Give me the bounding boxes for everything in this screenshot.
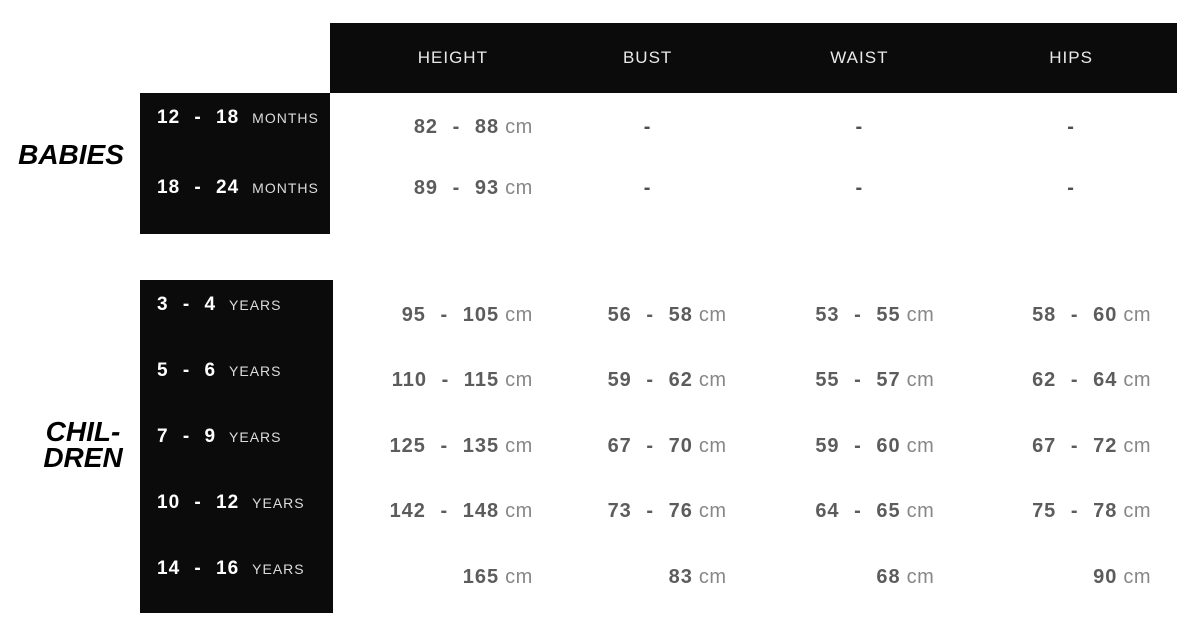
measure-value: 83 bbox=[668, 565, 693, 588]
cell-bust bbox=[542, 566, 754, 589]
cell-height bbox=[330, 304, 542, 327]
cell-hips bbox=[965, 116, 1177, 139]
measure-value: 82 - 88 bbox=[413, 115, 500, 138]
age-unit: YEARS bbox=[229, 363, 282, 379]
cell-hips bbox=[965, 566, 1177, 589]
measure-value: - bbox=[855, 115, 864, 138]
measure-unit: cm bbox=[906, 499, 935, 522]
cell-height bbox=[330, 177, 542, 200]
children-data-row-2 bbox=[330, 365, 1177, 395]
age-range: 10 - 12 bbox=[157, 492, 240, 513]
babies-age-block bbox=[140, 93, 330, 234]
measure-unit: cm bbox=[906, 565, 935, 588]
measure-value: 165 bbox=[462, 565, 500, 588]
children-age-row-2 bbox=[157, 356, 329, 386]
babies-data-row-1 bbox=[330, 112, 1177, 142]
children-data-row-5 bbox=[330, 562, 1177, 592]
column-header-height: HEIGHT bbox=[417, 48, 488, 67]
cell-bust bbox=[542, 369, 754, 392]
children-age-row-1 bbox=[157, 290, 329, 320]
measure-unit: cm bbox=[906, 303, 935, 326]
children-data-row-4 bbox=[330, 496, 1177, 526]
measure-unit: cm bbox=[505, 499, 533, 522]
age-unit: YEARS bbox=[229, 297, 282, 313]
cell-height bbox=[330, 369, 542, 392]
cell-bust bbox=[542, 177, 754, 200]
measure-value: 56 - 58 bbox=[607, 303, 693, 326]
age-range: 5 - 6 bbox=[157, 360, 217, 381]
children-group-label-line2: DREN bbox=[43, 442, 123, 473]
children-data-row-1 bbox=[330, 300, 1177, 330]
measure-value: - bbox=[1067, 176, 1075, 199]
measure-value: 75 - 78 bbox=[1032, 499, 1118, 522]
children-age-row-3 bbox=[157, 422, 329, 452]
measure-unit: cm bbox=[698, 565, 727, 588]
measure-unit: cm bbox=[505, 115, 533, 138]
measure-unit: cm bbox=[1123, 368, 1151, 391]
measure-unit: cm bbox=[505, 368, 533, 391]
children-age-block bbox=[140, 280, 333, 613]
age-unit: MONTHS bbox=[252, 180, 319, 196]
cell-height bbox=[330, 116, 542, 139]
cell-height bbox=[330, 566, 542, 589]
children-group-label bbox=[20, 416, 146, 473]
age-range: 12 - 18 bbox=[157, 107, 240, 128]
measure-unit: cm bbox=[1123, 303, 1151, 326]
measure-value: 53 - 55 bbox=[815, 303, 901, 326]
measure-value: 90 bbox=[1093, 565, 1118, 588]
measure-unit: cm bbox=[1123, 499, 1151, 522]
babies-age-row-2 bbox=[157, 173, 326, 203]
cell-hips bbox=[965, 369, 1177, 392]
measure-value: - bbox=[643, 115, 652, 138]
measure-unit: cm bbox=[505, 565, 533, 588]
measure-value: 110 - 115 bbox=[391, 368, 500, 391]
measure-value: 125 - 135 bbox=[389, 434, 500, 457]
table-header bbox=[330, 23, 1177, 93]
measure-value: 67 - 72 bbox=[1032, 434, 1118, 457]
age-range: 14 - 16 bbox=[157, 558, 240, 579]
measure-value: 89 - 93 bbox=[413, 176, 500, 199]
measure-value: - bbox=[1067, 115, 1075, 138]
children-age-row-4 bbox=[157, 488, 329, 518]
measure-unit: cm bbox=[906, 434, 935, 457]
children-data-row-3 bbox=[330, 431, 1177, 461]
measure-unit: cm bbox=[505, 176, 533, 199]
measure-unit: cm bbox=[698, 434, 727, 457]
cell-height bbox=[330, 435, 542, 458]
measure-unit: cm bbox=[698, 368, 727, 391]
cell-hips bbox=[965, 435, 1177, 458]
column-header-hips: HIPS bbox=[1049, 48, 1093, 67]
measure-value: 59 - 60 bbox=[815, 434, 901, 457]
cell-height bbox=[330, 500, 542, 523]
measure-value: 67 - 70 bbox=[607, 434, 693, 457]
babies-data-row-2 bbox=[330, 173, 1177, 203]
cell-hips bbox=[965, 177, 1177, 200]
measure-unit: cm bbox=[698, 499, 727, 522]
babies-group-label: BABIES bbox=[18, 139, 124, 170]
cell-bust bbox=[542, 304, 754, 327]
cell-bust bbox=[542, 116, 754, 139]
cell-waist bbox=[754, 304, 966, 327]
age-range: 3 - 4 bbox=[157, 294, 217, 315]
cell-waist bbox=[754, 369, 966, 392]
measure-unit: cm bbox=[698, 303, 727, 326]
age-range: 7 - 9 bbox=[157, 426, 217, 447]
cell-hips bbox=[965, 500, 1177, 523]
cell-waist bbox=[754, 116, 966, 139]
age-range: 18 - 24 bbox=[157, 177, 240, 198]
age-unit: YEARS bbox=[252, 561, 305, 577]
measure-value: 68 bbox=[876, 565, 901, 588]
column-header-bust: BUST bbox=[622, 48, 673, 67]
measure-value: 142 - 148 bbox=[389, 499, 500, 522]
measure-unit: cm bbox=[505, 303, 533, 326]
measure-value: 58 - 60 bbox=[1032, 303, 1118, 326]
measure-value: 55 - 57 bbox=[815, 368, 901, 391]
cell-bust bbox=[542, 500, 754, 523]
cell-hips bbox=[965, 304, 1177, 327]
age-unit: YEARS bbox=[229, 429, 282, 445]
measure-value: 95 - 105 bbox=[401, 303, 500, 326]
measure-unit: cm bbox=[906, 368, 935, 391]
measure-unit: cm bbox=[505, 434, 533, 457]
measure-value: 73 - 76 bbox=[607, 499, 693, 522]
cell-waist bbox=[754, 566, 966, 589]
cell-waist bbox=[754, 435, 966, 458]
measure-value: 59 - 62 bbox=[607, 368, 693, 391]
cell-waist bbox=[754, 177, 966, 200]
age-unit: MONTHS bbox=[252, 110, 319, 126]
age-unit: YEARS bbox=[252, 495, 305, 511]
cell-waist bbox=[754, 500, 966, 523]
measure-value: 64 - 65 bbox=[815, 499, 901, 522]
measure-value: - bbox=[855, 176, 864, 199]
cell-bust bbox=[542, 435, 754, 458]
children-age-row-5 bbox=[157, 554, 329, 584]
measure-unit: cm bbox=[1123, 565, 1151, 588]
measure-unit: cm bbox=[1123, 434, 1151, 457]
measure-value: 62 - 64 bbox=[1032, 368, 1118, 391]
measure-value: - bbox=[643, 176, 652, 199]
children-group-label-line1: CHIL- bbox=[45, 416, 121, 447]
column-header-waist: WAIST bbox=[830, 48, 889, 67]
babies-age-row-1 bbox=[157, 103, 326, 133]
